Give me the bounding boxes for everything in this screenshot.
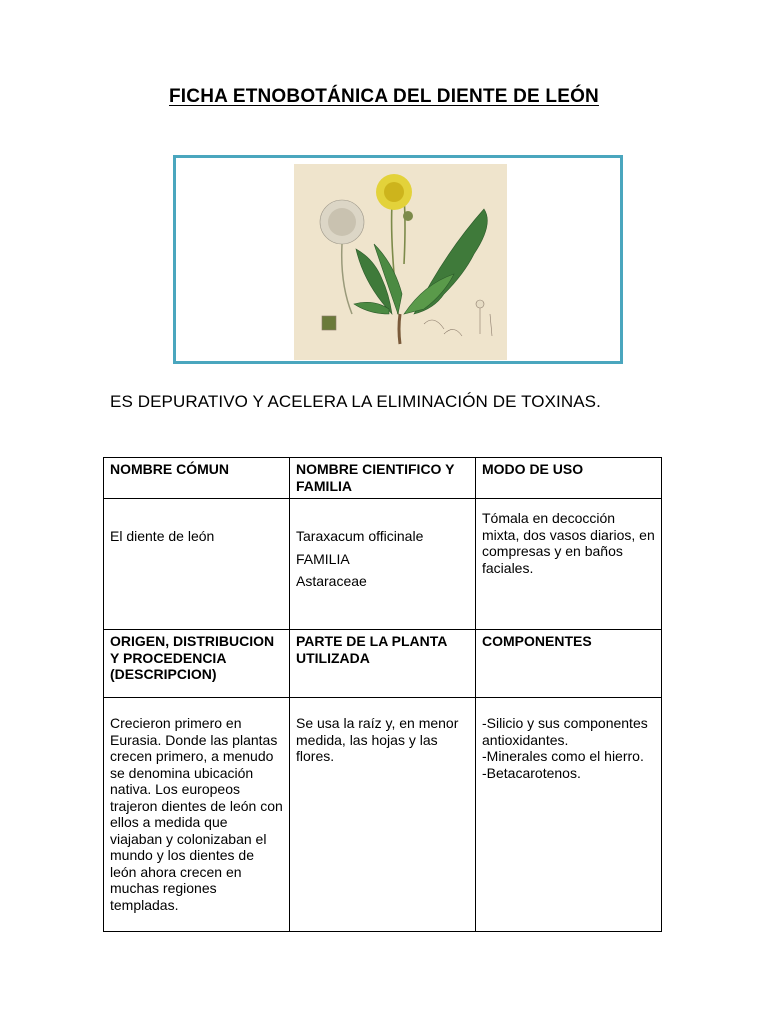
page-subtitle: ES DEPURATIVO Y ACELERA LA ELIMINACIÓN DE TOXINAS. xyxy=(110,392,601,411)
seed-head xyxy=(320,200,364,314)
table-row xyxy=(104,499,662,630)
header-origin: ORIGEN, DISTRIBUCION Y PROCEDENCIA (DESCRIPCION) xyxy=(104,630,290,698)
table-header-row xyxy=(104,458,662,499)
dandelion-illustration xyxy=(294,164,507,360)
detail-sketches xyxy=(322,300,492,336)
origin-value: Crecieron primero en Eurasia. Donde las plantas crecen primero, a menudo se denomina ubicación nativa. Los europeos trajeron dientes de león con ellos a medida que viajaban y colonizaban el mundo y los dientes de león ahora crecen en muchas regiones templadas. xyxy=(110,715,283,913)
component-item: -Minerales como el hierro. xyxy=(482,748,644,764)
cell-usage xyxy=(476,499,662,630)
header-scientific-name: NOMBRE CIENTIFICO Y FAMILIA xyxy=(290,458,476,499)
page-title: FICHA ETNOBOTÁNICA DEL DIENTE DE LEÓN xyxy=(169,86,599,107)
cell-common-name xyxy=(104,499,290,630)
header-part-used: PARTE DE LA PLANTA UTILIZADA xyxy=(290,630,476,698)
table-row xyxy=(104,698,662,932)
dandelion-drawing xyxy=(294,164,507,360)
family-value: Astaraceae xyxy=(296,573,367,589)
component-item: -Betacarotenos. xyxy=(482,764,581,781)
yellow-flower xyxy=(376,174,413,221)
ethnobotany-table xyxy=(103,457,662,932)
header-components: COMPONENTES xyxy=(476,630,662,698)
leaves xyxy=(354,209,487,314)
family-label: FAMILIA xyxy=(296,550,350,567)
component-item: -Silicio y sus componentes antioxidantes. xyxy=(482,715,648,748)
cell-origin xyxy=(104,698,290,932)
header-common-name: NOMBRE CÓMUN xyxy=(104,458,290,499)
scientific-name-value: Taraxacum officinale xyxy=(296,528,424,544)
cell-part-used xyxy=(290,698,476,932)
header-usage: MODO DE USO xyxy=(476,458,662,499)
usage-value: Tómala en decocción mixta, dos vasos diarios, en compresas y en baños faciales. xyxy=(482,510,655,576)
common-name-value: El diente de león xyxy=(110,528,215,544)
cell-components xyxy=(476,698,662,932)
cell-scientific-name xyxy=(290,499,476,630)
table-header-row xyxy=(104,630,662,698)
part-used-value: Se usa la raíz y, en menor medida, las hojas y las flores. xyxy=(296,715,459,764)
illustration-frame xyxy=(173,155,623,364)
